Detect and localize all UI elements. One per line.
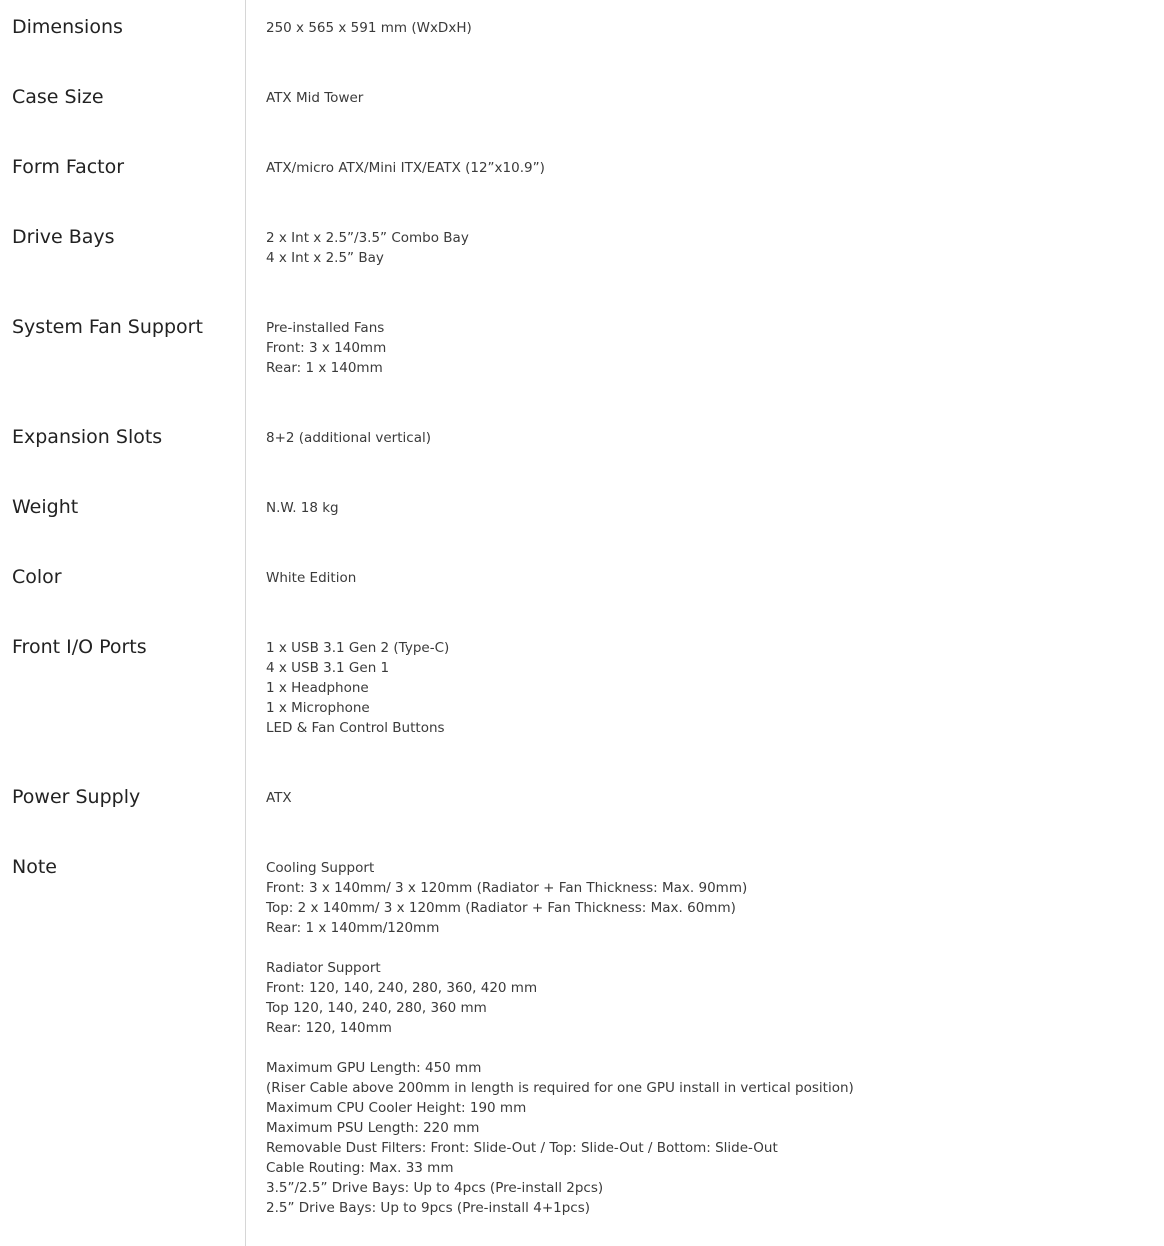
spec-line: 3.5”/2.5” Drive Bays: Up to 4pcs (Pre-install 2pcs) [266,1180,604,1196]
spec-label: Note [12,856,57,878]
spec-label: Case Size [12,86,104,108]
spec-label: System Fan Support [12,316,203,338]
spec-line: Pre-installed Fans [266,320,385,336]
spec-line: Rear: 1 x 140mm [266,360,383,376]
spec-value [266,228,469,268]
spec-value [266,638,449,738]
spec-value [266,498,339,518]
spec-line: Rear: 1 x 140mm/120mm [266,920,440,936]
spec-line: Top 120, 140, 240, 280, 360 mm [266,1000,487,1016]
spec-line: 2 x Int x 2.5”/3.5” Combo Bay [266,230,469,246]
spec-line: 1 x Headphone [266,680,369,696]
spec-value [266,858,854,1218]
spec-line: N.W. 18 kg [266,500,339,516]
spec-line: ATX/micro ATX/Mini ITX/EATX (12”x10.9”) [266,160,545,176]
column-divider [245,0,246,1246]
spec-line: ATX Mid Tower [266,90,364,106]
spec-line: 8+2 (additional vertical) [266,430,431,446]
spec-value [266,788,292,808]
spec-label: Drive Bays [12,226,115,248]
spec-line: Top: 2 x 140mm/ 3 x 120mm (Radiator + Fan Thickness: Max. 60mm) [266,900,736,916]
spec-line: ATX [266,790,292,806]
spec-line: White Edition [266,570,357,586]
spec-line: Cooling Support [266,860,375,876]
spec-line-blank [266,938,854,958]
spec-value [266,568,356,588]
spec-label: Weight [12,496,79,518]
spec-line: Radiator Support [266,960,381,976]
spec-line: Rear: 120, 140mm [266,1020,392,1036]
spec-label: Form Factor [12,156,125,178]
spec-label: Expansion Slots [12,426,163,448]
spec-label: Dimensions [12,16,123,38]
spec-line: Front: 120, 140, 240, 280, 360, 420 mm [266,980,538,996]
spec-line: 4 x Int x 2.5” Bay [266,250,384,266]
spec-label: Power Supply [12,786,141,808]
spec-value [266,18,472,38]
spec-line: 4 x USB 3.1 Gen 1 [266,660,390,676]
spec-line: Maximum PSU Length: 220 mm [266,1120,480,1136]
spec-label: Color [12,566,62,588]
spec-line: Removable Dust Filters: Front: Slide-Out / Top: Slide-Out / Bottom: Slide-Out [266,1140,778,1156]
spec-line: Front: 3 x 140mm [266,340,387,356]
spec-line: Maximum CPU Cooler Height: 190 mm [266,1100,527,1116]
spec-line: 1 x USB 3.1 Gen 2 (Type-C) [266,640,450,656]
spec-label: Front I/O Ports [12,636,147,658]
spec-line: (Riser Cable above 200mm in length is required for one GPU install in vertical position) [266,1080,854,1096]
spec-value [266,428,431,448]
spec-line: 1 x Microphone [266,700,370,716]
spec-value [266,318,386,378]
spec-value [266,88,363,108]
spec-line: Cable Routing: Max. 33 mm [266,1160,454,1176]
spec-line: 250 x 565 x 591 mm (WxDxH) [266,20,472,36]
spec-line: Maximum GPU Length: 450 mm [266,1060,482,1076]
spec-value [266,158,545,178]
spec-line: Front: 3 x 140mm/ 3 x 120mm (Radiator + Fan Thickness: Max. 90mm) [266,880,748,896]
spec-line-blank [266,1038,854,1058]
spec-line: 2.5” Drive Bays: Up to 9pcs (Pre-install 4+1pcs) [266,1200,591,1216]
spec-line: LED & Fan Control Buttons [266,720,445,736]
